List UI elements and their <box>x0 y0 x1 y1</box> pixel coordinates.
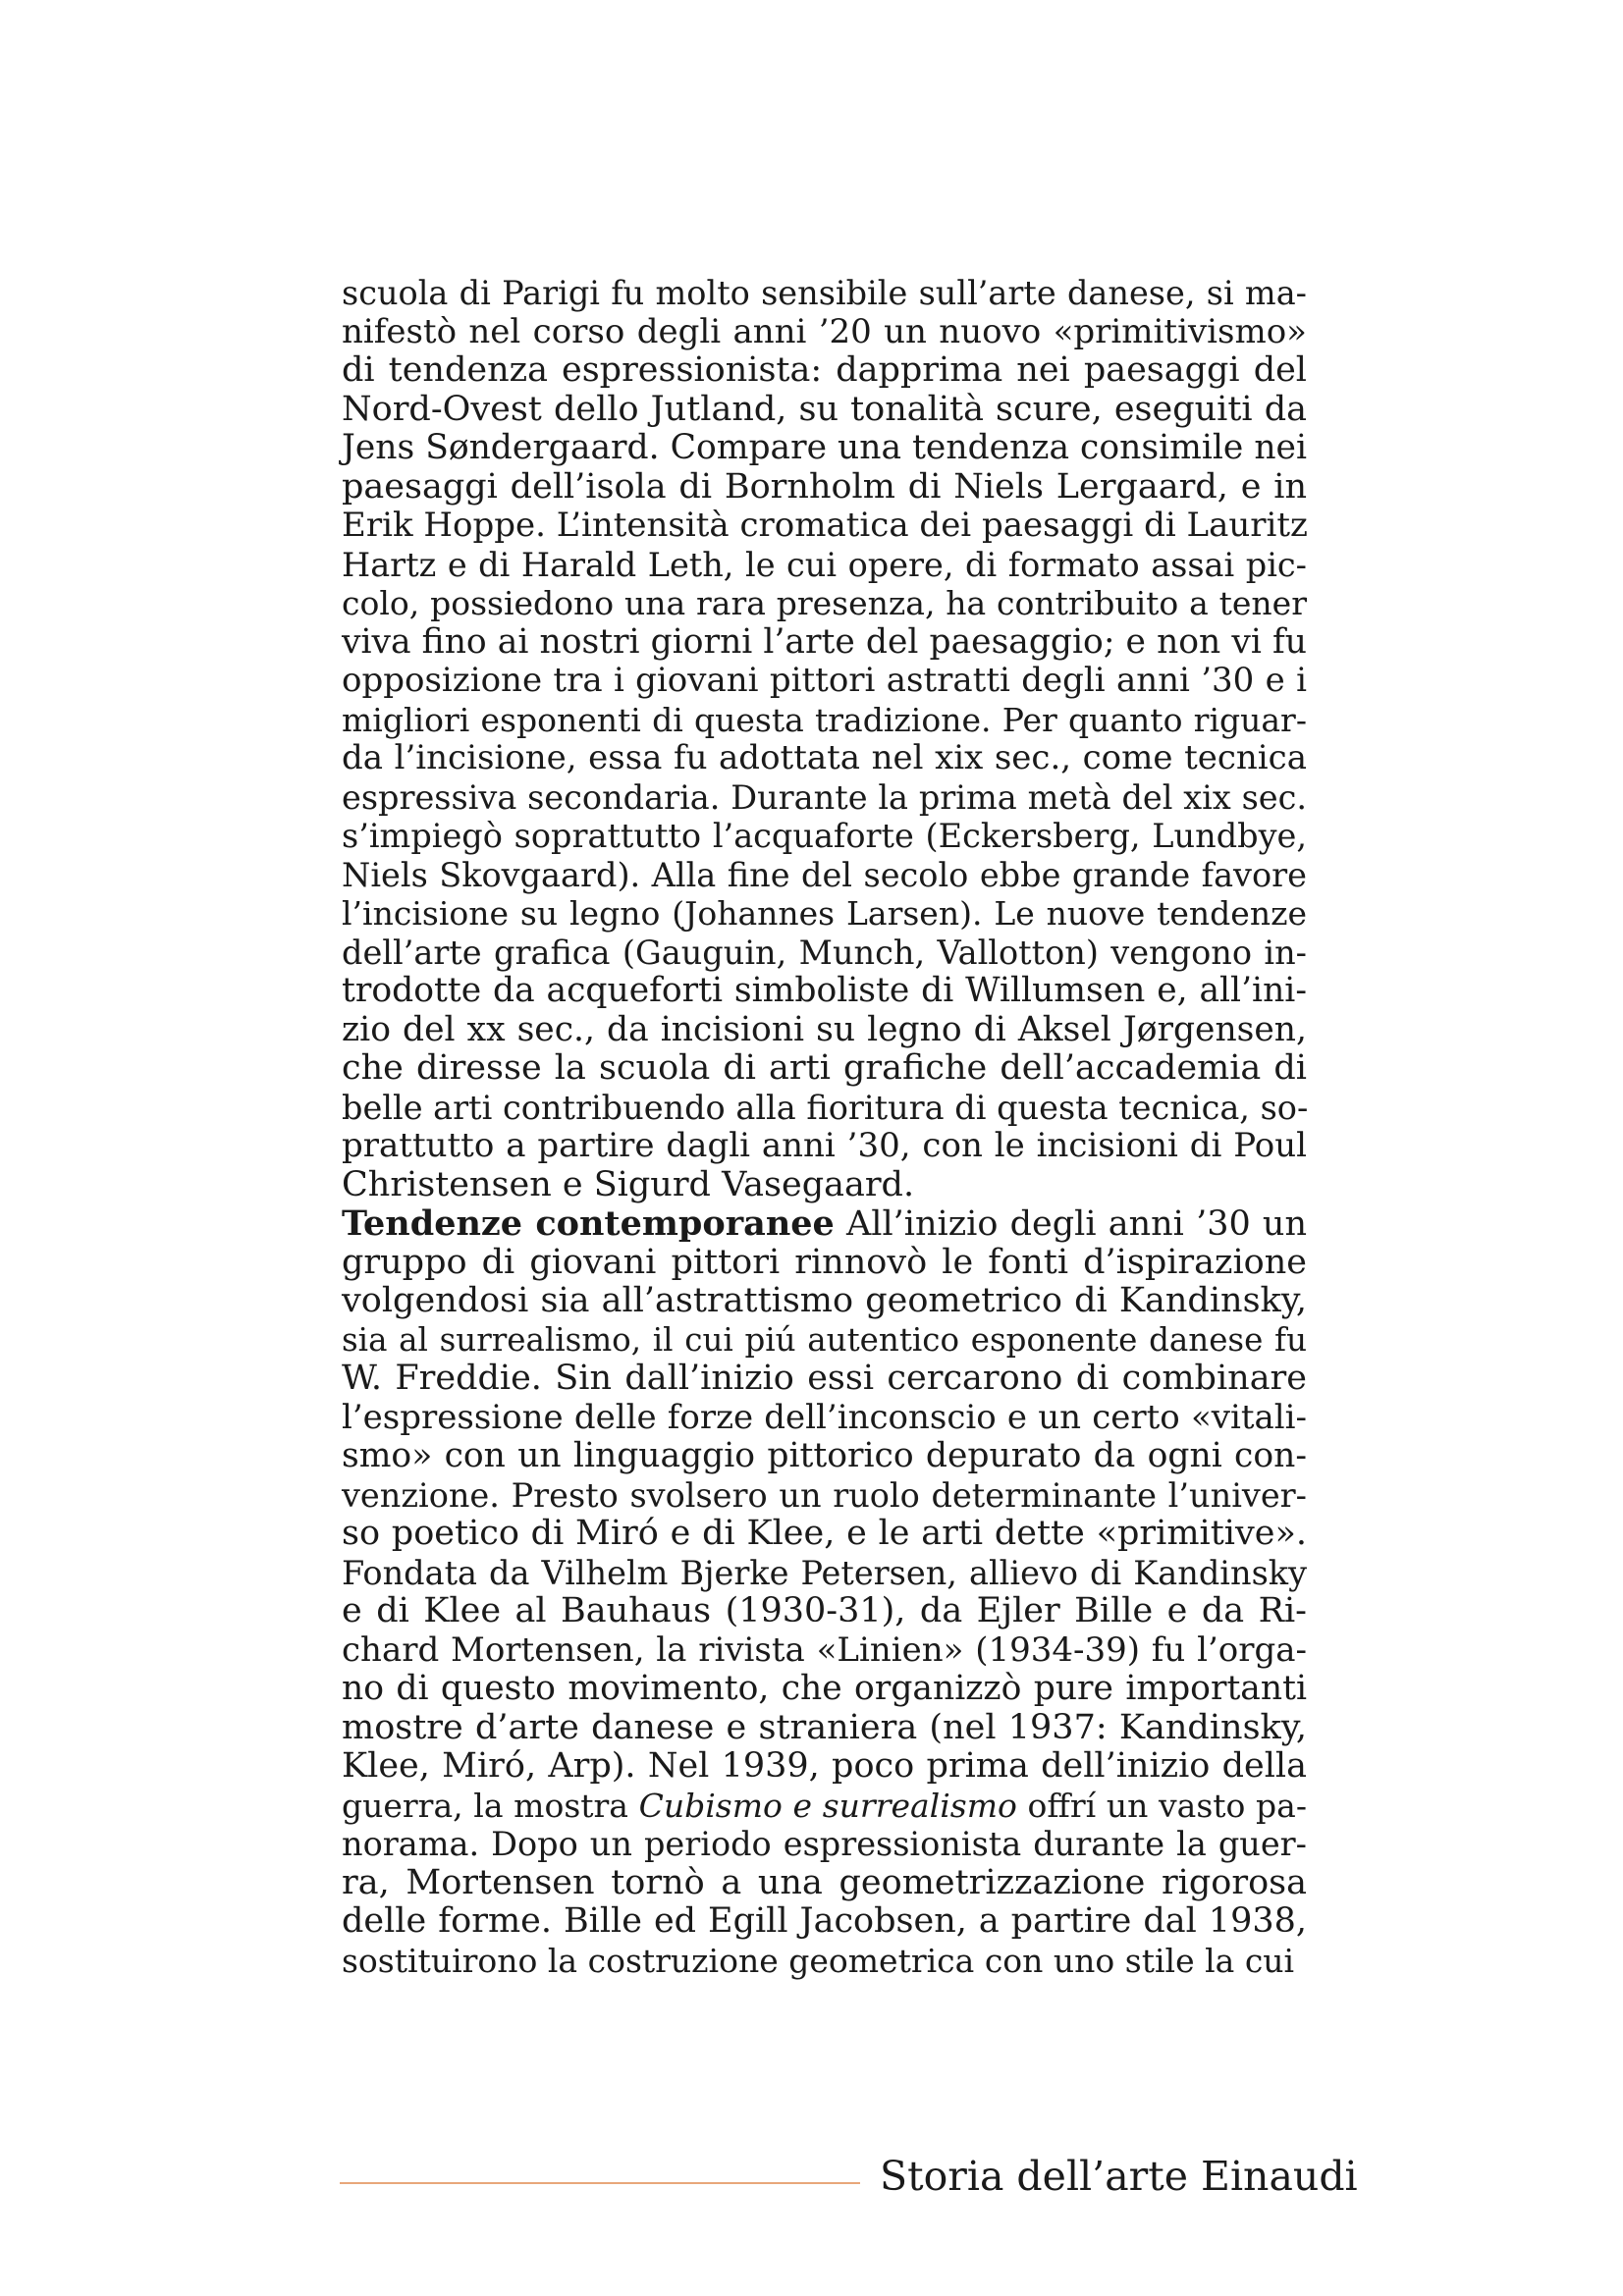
text-line <box>342 1089 1307 1128</box>
line-text: di tendenza espressionista: dapprima nei paesaggi del <box>342 350 1307 390</box>
line-text: sostituirono la costruzione geometrica con uno stile la cui <box>342 1941 1295 1980</box>
text-line <box>342 1787 1307 1826</box>
line-text: nifestò nel corso degli anni ’20 un nuovo «primitivismo» <box>342 311 1307 351</box>
text-line <box>342 701 1307 740</box>
text-line <box>342 313 1307 352</box>
text-line <box>342 391 1307 430</box>
text-line <box>342 1399 1307 1438</box>
line-text: paesaggi dell’isola di Bornholm di Niels Lergaard, e in <box>342 466 1307 507</box>
body-text <box>342 274 1307 1980</box>
line-text: l’incisione su legno (Johannes Larsen). Le nuove tendenze <box>342 894 1307 933</box>
text-line <box>342 1049 1307 1089</box>
text-line <box>342 934 1307 973</box>
text-line <box>342 1127 1307 1166</box>
text-line <box>342 1321 1307 1361</box>
line-text: viva fino ai nostri giorni l’arte del paesaggio; e non vi fu <box>342 621 1307 662</box>
line-text: smo» con un linguaggio pittorico depurato da ogni con- <box>342 1436 1307 1475</box>
exhibition-title: Cubismo e surrealismo <box>638 1786 1017 1825</box>
line-text: volgendosi sia all’astrattismo geometrico di Kandinsky, <box>342 1281 1307 1320</box>
line-text: guerra, la mostra <box>342 1786 639 1825</box>
text-line <box>342 1282 1307 1321</box>
line-text: che diresse la scuola di arti grafiche dell’accademia di <box>342 1048 1307 1088</box>
line-text: s’impiegò soprattutto l’acquaforte (Eckersberg, Lundbye, <box>342 817 1307 855</box>
line-text: Klee, Miró, Arp). Nel 1939, poco prima dell’inizio della <box>342 1746 1307 1786</box>
line-text: belle arti contribuendo alla fioritura di questa tecnica, so- <box>342 1088 1309 1127</box>
text-line <box>342 429 1307 468</box>
text-line <box>342 546 1307 585</box>
line-text: dell’arte grafica (Gauguin, Munch, Vallotton) vengono in- <box>342 933 1307 972</box>
line-text: scuola di Parigi fu molto sensibile sull’arte danese, si ma- <box>342 274 1307 312</box>
text-line <box>342 274 1307 313</box>
line-text: norama. Dopo un periodo espressionista durante la guer- <box>342 1825 1307 1863</box>
text-line <box>342 856 1307 895</box>
line-text: mostre d’arte danese e straniera (nel 1937: Kandinsky, <box>342 1707 1307 1747</box>
text-line <box>342 1515 1307 1554</box>
line-text: migliori esponenti di questa tradizione. Per quanto riguar- <box>342 700 1307 739</box>
text-line <box>342 1670 1307 1709</box>
footer-rule <box>340 2182 860 2184</box>
text-line <box>342 972 1307 1011</box>
text-line <box>342 1244 1307 1283</box>
line-text: delle forme. Bille ed Egill Jacobsen, a partire dal 1938, <box>342 1901 1307 1941</box>
line-text: Erik Hoppe. L’intensità cromatica dei paesaggi di Lauritz <box>342 506 1308 545</box>
text-line <box>342 1011 1307 1050</box>
line-text: Christensen e Sigurd Vasegaard. <box>342 1164 915 1204</box>
footer-title: Storia dell’arte Einaudi <box>880 2153 1358 2200</box>
section-heading: Tendenze contemporanee <box>342 1203 835 1244</box>
text-line <box>342 1592 1307 1631</box>
line-text: so poetico di Miró e di Klee, e le arti dette «primitive». <box>342 1514 1307 1553</box>
text-line <box>342 894 1307 934</box>
line-text: opposizione tra i giovani pittori astratti degli anni ’30 e i <box>342 661 1307 700</box>
text-line <box>342 1437 1307 1476</box>
line-text: e di Klee al Bauhaus (1930-31), da Ejler Bille e da Ri- <box>342 1591 1307 1630</box>
line-text: Hartz e di Harald Leth, le cui opere, di formato assai pic- <box>342 545 1307 584</box>
text-line <box>342 351 1307 391</box>
text-line <box>342 507 1307 546</box>
text-line <box>342 1476 1307 1516</box>
line-text: espressiva secondaria. Durante la prima metà del xix sec. <box>342 777 1307 817</box>
line-text: sia al surrealismo, il cui piú autentico esponente danese fu <box>342 1320 1307 1359</box>
text-line <box>342 584 1307 623</box>
text-line <box>342 1631 1307 1671</box>
text-line <box>342 1902 1307 1942</box>
text-line <box>342 778 1307 818</box>
text-line <box>342 1709 1307 1748</box>
text-line <box>342 1166 1307 1205</box>
line-text: da l’incisione, essa fu adottata nel xix sec., come tecnica <box>342 738 1307 777</box>
line-text: All’inizio degli anni ’30 un <box>834 1204 1308 1244</box>
line-text: Niels Skovgaard). Alla fine del secolo ebbe grande favore <box>342 855 1307 894</box>
text-line <box>342 1942 1307 1981</box>
line-text: prattutto a partire dagli anni ’30, con le incisioni di Poul <box>342 1126 1307 1165</box>
text-line <box>342 1864 1307 1903</box>
line-text: Nord-Ovest dello Jutland, su tonalità scure, eseguiti da <box>342 389 1307 429</box>
line-text: ra, Mortensen tornò a una geometrizzazione rigorosa <box>342 1862 1307 1902</box>
line-text: W. Freddie. Sin dall’inizio essi cercarono di combinare <box>342 1359 1307 1398</box>
text-line <box>342 739 1307 778</box>
line-text: Fondata da Vilhelm Bjerke Petersen, allievo di Kandinsky <box>342 1553 1307 1592</box>
line-text: colo, possiedono una rara presenza, ha contribuito a tener <box>342 584 1307 622</box>
line-text: trodotte da acqueforti simboliste di Willumsen e, all’ini- <box>342 971 1307 1010</box>
line-text: no di questo movimento, che organizzò pure importanti <box>342 1669 1307 1708</box>
line-text: venzione. Presto svolsero un ruolo determinante l’univer- <box>342 1475 1307 1515</box>
text-line <box>342 1204 1307 1244</box>
text-line <box>342 1747 1307 1787</box>
line-text: Jens Søndergaard. Compare una tendenza consimile nei <box>342 428 1307 467</box>
text-line <box>342 1825 1307 1864</box>
text-line <box>342 468 1307 507</box>
text-line <box>342 817 1307 856</box>
line-text: gruppo di giovani pittori rinnovò le fonti d’ispirazione <box>342 1242 1307 1282</box>
text-line <box>342 623 1307 663</box>
text-line <box>342 1554 1307 1593</box>
line-text: zio del xx sec., da incisioni su legno di Aksel Jørgensen, <box>342 1009 1307 1049</box>
line-text-after: offrí un vasto pa- <box>1016 1786 1307 1825</box>
line-text: l’espressione delle forze dell’inconscio e un certo «vitali- <box>342 1397 1307 1437</box>
line-text: chard Mortensen, la rivista «Linien» (1934-39) fu l’orga- <box>342 1629 1307 1670</box>
text-line <box>342 1360 1307 1399</box>
text-line <box>342 662 1307 701</box>
